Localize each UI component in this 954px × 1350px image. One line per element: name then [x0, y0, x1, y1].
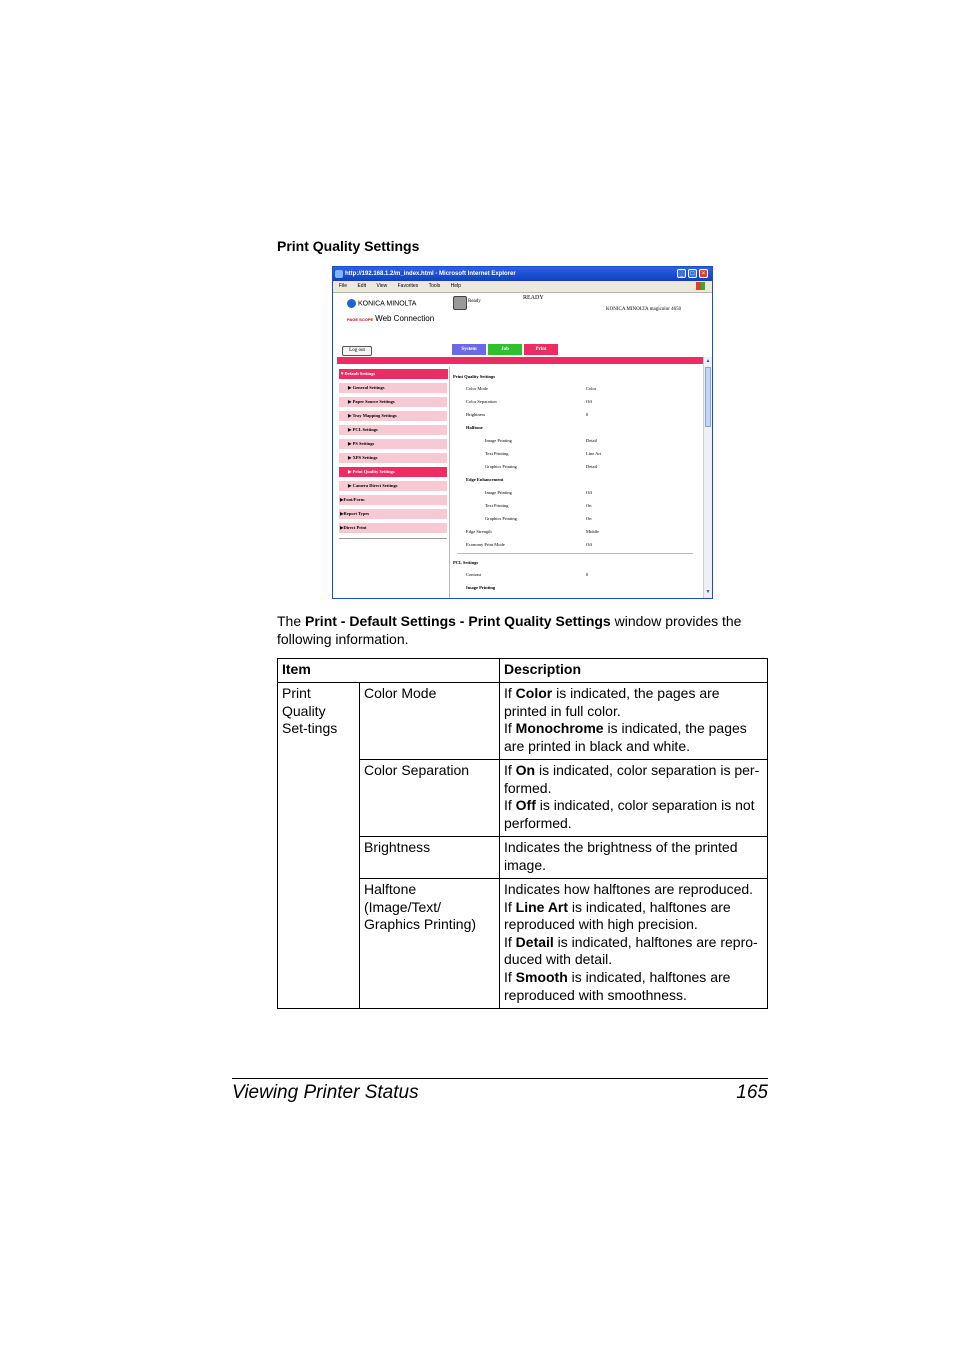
- menu-view[interactable]: View: [376, 283, 388, 289]
- table-desc-color-mode: If Color is indicated, the pages are printed in full color. If Monochrome is indicated, the pages are printed in black and white.: [499, 682, 768, 760]
- sidebar-item-general-settings[interactable]: ▶ General Settings: [339, 383, 447, 393]
- setting-label: Graphics Printing: [485, 464, 517, 469]
- tab-print[interactable]: Print: [524, 344, 558, 355]
- setting-value: Off: [586, 542, 593, 547]
- setting-label: Image Printing: [485, 438, 512, 443]
- table-header-item: Item: [277, 658, 500, 683]
- table-group-label: Print Quality Set-tings: [277, 682, 360, 1009]
- menu-favorites[interactable]: Favorites: [397, 283, 419, 289]
- table-desc-halftone: Indicates how halftones are reproduced. If Line Art is indicated, halftones are reproduced with high precision. If Detail is indicated, halftones are repro-duced with detail. If Smooth is indicated, halftones are reproduced with smoothness.: [499, 878, 768, 1009]
- scroll-up-icon[interactable]: ▲: [705, 358, 711, 364]
- setting-label: Economy Print Mode: [466, 542, 505, 547]
- setting-label: Color Separation: [466, 399, 497, 404]
- setting-label: Image Printing: [485, 490, 512, 495]
- info-table: [277, 658, 768, 1009]
- menu-edit[interactable]: Edit: [357, 283, 367, 289]
- sidebar-item-report-types[interactable]: ▶Report Types: [339, 509, 447, 519]
- setting-value: 0: [586, 572, 589, 577]
- konica-logo: KONICA MINOLTA: [347, 299, 416, 308]
- setting-value: Detail: [586, 438, 597, 443]
- setting-label: Graphics Printing: [485, 516, 517, 521]
- setting-value: Off: [586, 490, 593, 495]
- scroll-thumb[interactable]: [705, 367, 711, 427]
- table-item-brightness: Brightness: [359, 836, 500, 879]
- sidebar-item-ps-settings[interactable]: ▶ PS Settings: [339, 439, 447, 449]
- table-desc-color-separation: If On is indicated, color separation is per-formed. If Off is indicated, color separation is not performed.: [499, 759, 768, 837]
- sidebar-item-pcl-settings[interactable]: ▶ PCL Settings: [339, 425, 447, 435]
- footer-title: Viewing Printer Status: [232, 1082, 419, 1103]
- section-title-pcl: PCL Settings: [453, 560, 479, 565]
- footer-rule: [232, 1078, 768, 1079]
- ie-icon: [335, 270, 343, 278]
- sidebar-item-default-settings[interactable]: ▼Default Settings: [339, 369, 448, 379]
- setting-label: Color Mode: [466, 386, 488, 391]
- table-header-description: Description: [499, 658, 768, 683]
- windows-logo-icon: [696, 282, 705, 290]
- section-title-print-quality: Print Quality Settings: [453, 374, 496, 379]
- printer-model: KONICA MINOLTA magicolor 4650: [606, 307, 682, 312]
- setting-label: Text Printing: [485, 503, 509, 508]
- setting-value: Detail: [586, 464, 597, 469]
- setting-value: Off: [586, 399, 593, 404]
- menu-help[interactable]: Help: [450, 283, 461, 289]
- table-item-halftone: Halftone (Image/Text/ Graphics Printing): [359, 878, 500, 1009]
- maximize-icon[interactable]: □: [688, 269, 697, 278]
- setting-label: Contrast: [466, 572, 482, 577]
- close-icon[interactable]: ×: [699, 269, 708, 278]
- sidebar-item-print-quality[interactable]: ▶ Print Quality Settings: [339, 467, 447, 477]
- setting-value: Color: [586, 386, 597, 391]
- subsection-halftone: Halftone: [466, 425, 483, 430]
- status-big: READY: [523, 295, 544, 301]
- menu-tools[interactable]: Tools: [428, 283, 441, 289]
- browser-title: http://192.168.1.2/m_index.html - Microsoft Internet Explorer: [345, 271, 516, 277]
- setting-label: Edge Strength: [466, 529, 492, 534]
- setting-value: On: [586, 516, 592, 521]
- browser-menubar: [333, 281, 712, 293]
- sidebar-divider: [339, 538, 447, 539]
- section-heading: Print Quality Settings: [277, 238, 420, 254]
- scroll-down-icon[interactable]: ▼: [705, 589, 711, 595]
- pane-divider: [449, 367, 450, 599]
- setting-value: 0: [586, 412, 589, 417]
- table-item-color-separation: Color Separation: [359, 759, 500, 837]
- minimize-icon[interactable]: _: [677, 269, 686, 278]
- sidebar-item-camera-direct[interactable]: ▶ Camera Direct Settings: [339, 481, 447, 491]
- sidebar-item-xps-settings[interactable]: ▶ XPS Settings: [339, 453, 447, 463]
- page-number: 165: [736, 1082, 768, 1103]
- web-connection-logo: PAGE SCOPE Web Connection: [347, 314, 435, 323]
- setting-label: Brightness: [466, 412, 486, 417]
- tab-job[interactable]: Job: [488, 344, 522, 355]
- tab-system[interactable]: System: [452, 344, 486, 355]
- table-desc-brightness: Indicates the brightness of the printed image.: [499, 836, 768, 879]
- setting-value: Line Art: [586, 451, 602, 456]
- printer-icon: [453, 296, 467, 310]
- scrollbar[interactable]: [703, 357, 712, 598]
- setting-value: On: [586, 503, 592, 508]
- sidebar-item-paper-source[interactable]: ▶ Paper Source Settings: [339, 397, 447, 407]
- browser-titlebar: [333, 267, 712, 281]
- status-small: Ready: [468, 299, 481, 304]
- table-item-color-mode: Color Mode: [359, 682, 500, 760]
- sidebar-item-direct-print[interactable]: ▶Direct Print: [339, 523, 447, 533]
- sidebar-item-font-form[interactable]: ▶Font/Form: [339, 495, 447, 505]
- subsection-edge-enhancement: Edge Enhancement: [466, 477, 504, 482]
- menu-file[interactable]: File: [339, 283, 348, 289]
- setting-label: Text Printing: [485, 451, 509, 456]
- header-bar: [337, 357, 703, 364]
- setting-value: Middle: [586, 529, 599, 534]
- browser-screenshot: [332, 266, 713, 599]
- content-divider: [457, 553, 693, 554]
- logout-button[interactable]: Log out: [342, 346, 372, 356]
- sidebar-item-tray-mapping[interactable]: ▶ Tray Mapping Settings: [339, 411, 447, 421]
- intro-paragraph: The Print - Default Settings - Print Quality Settings window provides the following information.: [277, 613, 742, 647]
- subsection-image-printing: Image Printing: [466, 585, 496, 590]
- konica-globe-icon: [347, 299, 356, 308]
